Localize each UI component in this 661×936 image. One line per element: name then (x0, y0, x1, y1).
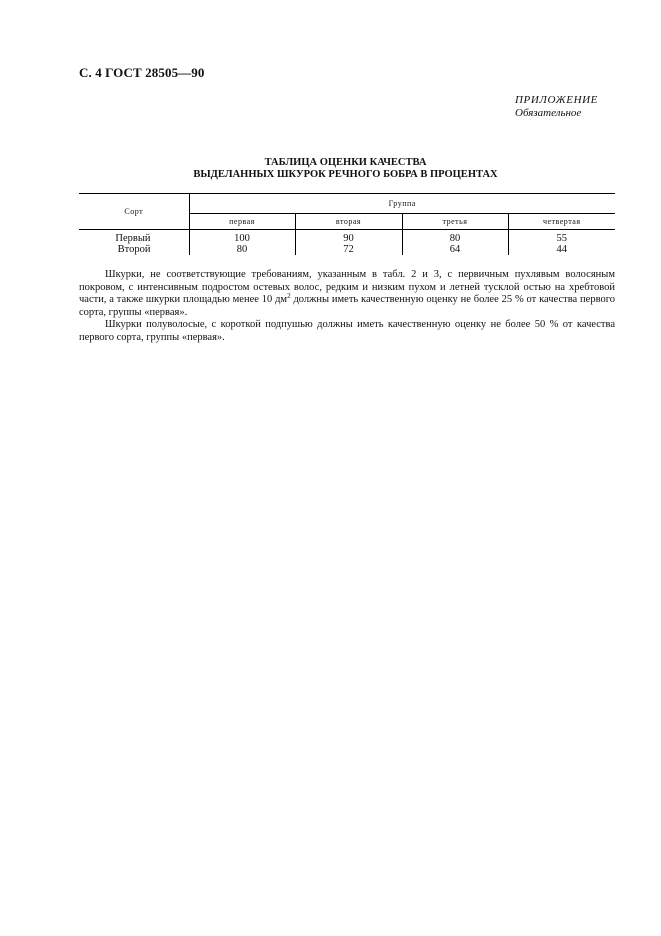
paragraph-1-text-end: должны иметь качественную оценку не более 25 % от качества первого сорта, группы «первая». (79, 294, 615, 318)
group-header-cell: первая (189, 214, 295, 230)
table-title-line-1: ТАБЛИЦА ОЦЕНКИ КАЧЕСТВА (264, 157, 427, 168)
paragraph-1-text: Шкурки, не соответствующие требованиям, указанным в табл. 2 и 3, с первичным пухлявым волосяным покровом, с интенсивным подростом остевых волос, редким и низким пухом и летней тусклой остью на хребтовой части, а также шкурки площадью менее 10 дм (79, 269, 615, 305)
appendix-title: ПРИЛОЖЕНИЕ (515, 94, 598, 106)
table-title (0, 157, 661, 181)
table-row (79, 230, 615, 245)
sort-cell: Второй (79, 244, 189, 255)
paragraph-1 (79, 269, 615, 319)
appendix-status: Обязательное (515, 107, 582, 119)
table-title-line-2: ВЫДЕЛАННЫХ ШКУРОК РЕЧНОГО БОБРА В ПРОЦЕНТАХ (193, 169, 498, 180)
table-row (79, 244, 615, 255)
appendix-label (515, 94, 598, 120)
page-header: С. 4 ГОСТ 28505—90 (79, 65, 205, 80)
value-cell: 72 (295, 244, 402, 255)
value-cell: 55 (508, 230, 615, 245)
value-cell: 90 (295, 230, 402, 245)
paragraph-2: Шкурки полуволосые, с короткой подпушью должны иметь качественную оценку не более 50 % от качества первого сорта, группы «первая». (79, 319, 615, 343)
value-cell: 80 (402, 230, 508, 245)
value-cell: 80 (189, 244, 295, 255)
group-header-cell: четвертая (508, 214, 615, 230)
body-text (79, 269, 615, 344)
quality-table (79, 193, 615, 255)
group-column-header: Группа (189, 194, 615, 214)
value-cell: 100 (189, 230, 295, 245)
sort-cell: Первый (79, 230, 189, 245)
sort-column-header: Сорт (79, 194, 189, 230)
superscript: 2 (287, 292, 291, 300)
group-header-cell: вторая (295, 214, 402, 230)
value-cell: 44 (508, 244, 615, 255)
group-header-cell: третья (402, 214, 508, 230)
value-cell: 64 (402, 244, 508, 255)
